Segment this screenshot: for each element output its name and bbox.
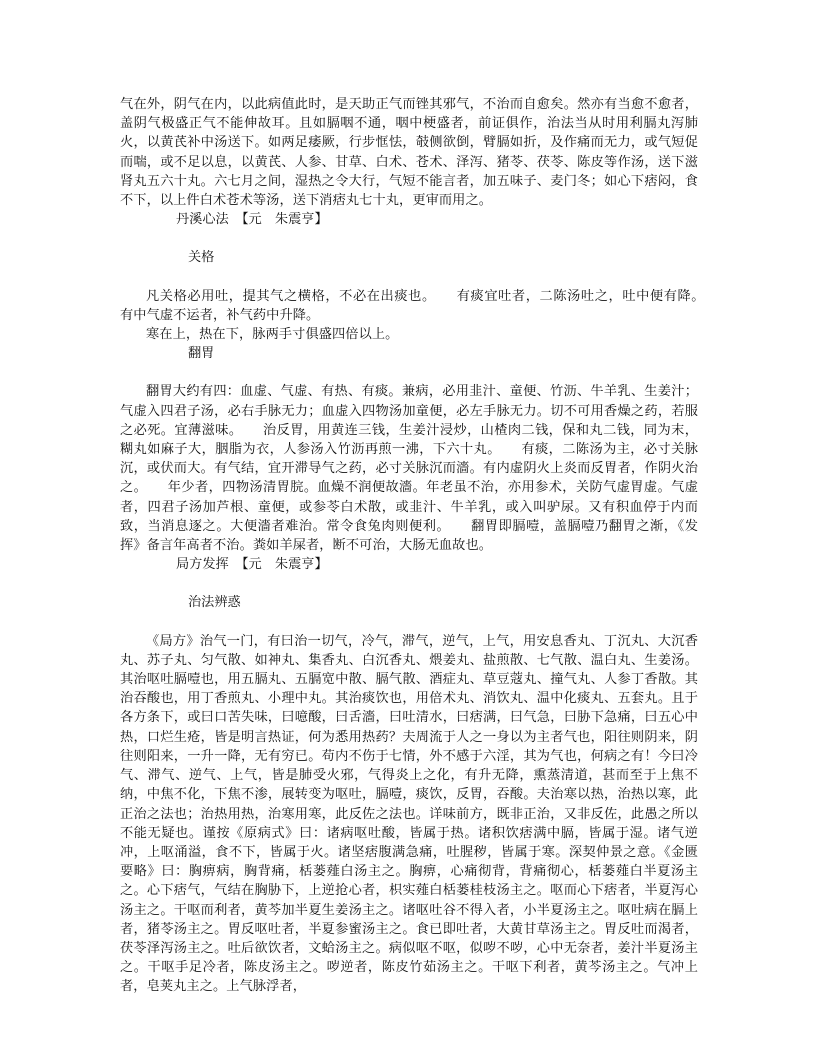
- section-heading-fanwei: 翻胃: [188, 346, 215, 362]
- body-paragraph: 《局方》治气一门，有曰治一切气，冷气，滞气，逆气，上气，用安息香丸、丁沉丸、大沉香丸、苏子丸、匀气散、如神丸、集香丸、白沉香丸、煨姜丸、盐煎散、七气散、温白丸、生姜汤。其治呕吐膈噎也，用五膈丸、五膈宽中散、膈气散、酒症丸、草豆蔻丸、撞气丸、人参丁香散。其治吞酸也，用丁香煎丸、小理中丸。其治痰饮也，用倍术丸、消饮丸、温中化痰丸、五套丸。且于各方条下，或曰口苦失味，曰噫酸，曰舌濇，曰吐清水，曰痞满，曰气急，曰胁下急痛，曰五心中热，口烂生疮，皆是明言热证，何为悉用热药？夫周流于人之一身以为主者气也，阳往则阴来，阴往则阳来，一升一降，无有穷已。苟内不伤于七情，外不感于六淫，其为气也，何病之有！今曰冷气、滞气、逆气、上气，皆是肺受火邪，气得炎上之化，有升无降，熏蒸清道，甚而至于上焦不纳，中焦不化，下焦不渗，展转变为呕吐，膈噎，痰饮，反胃，吞酸。夫治寒以热，治热以寒，此正治之法也；治热用热，治寒用寒，此反佐之法也。详味前方，既非正治，又非反佐，此愚之所以不能无疑也。谨按《原病式》曰：诸病呕吐酸，皆属于热。诸积饮痞满中膈，皆属于湿。诸气逆冲，上呕涌溢，食不下，皆属于火。诸坚痞腹满急痛，吐腥秽，皆属于寒。深契仲景之意。《金匮要略》曰：胸痹病，胸背痛，栝蒌薤白汤主之。胸痹，心痛彻背，背痛彻心，栝蒌薤白半夏汤主之。心下痞气，气结在胸胁下，上逆抢心者，枳实薤白栝蒌桂枝汤主之。呕而心下痞者，半夏泻心汤主之。干呕而利者，黄芩加半夏生姜汤主之。诸呕吐谷不得入者，小半夏汤主之。呕吐病在膈上者，猪苓汤主之。胃反呕吐者，半夏参蜜汤主之。食已即吐者，大黄甘草汤主之。胃反吐而渴者，茯苓泽泻汤主之。吐后欲饮者，文蛤汤主之。病似呕不呕，似哕不哕，心中无奈者，姜汁半夏汤主之。干呕手足冷者，陈皮汤主之。哕逆者，陈皮竹茹汤主之。干呕下利者，黄芩汤主之。气冲上者，皂荚丸主之。上气脉浮者，: [120, 633, 698, 995]
- document-page: [120, 95, 725, 997]
- body-paragraph: 翻胃大约有四：血虚、气虚、有热、有痰。兼病，必用韭汁、童便、竹沥、牛羊乳、生姜汁；气虚入四君子汤，必右手脉无力；血虚入四物汤加童便，必左手脉无力。切不可用香燥之药，若服之必死。宜薄滋味。 治反胃，用黄连三钱，生姜汁浸炒，山楂肉二钱，保和丸二钱，同为末，糊丸如麻子大，胭脂为衣，人参汤入竹沥再煎一沸，下六十丸。 有痰，二陈汤为主，必寸关脉沉，或伏而大。有气结，宜开滞导气之药，必寸关脉沉而濇。有内虚阴火上炎而反胃者，作阴火治之。 年少者，四物汤清胃脘。血燥不润便故濇。年老虽不治，亦用参术，关防气虚胃虚。气虚者，四君子汤加芦根、童便，或参苓白术散，或韭汁、牛羊乳，或入叫驴尿。又有积血停于内而致，当消息逐之。大便濇者难治。常令食兔肉则便利。 翻胃即膈噎，盖膈噎乃翻胃之渐，《发挥》备言年高者不治。粪如羊屎者，断不可治，大肠无血故也。: [120, 384, 698, 554]
- body-paragraph: 凡关格必用吐，提其气之横格，不必在出痰也。 有痰宜吐者，二陈汤吐之，吐中便有降。 有中气虚不运者，补气药中升降。: [120, 288, 725, 323]
- body-paragraph: 气在外，阴气在内，以此病值此时，是天助正气而锉其邪气，不治而自愈矣。然亦有当愈不愈者，盖阴气极盛正气不能伸故耳。且如膈咽不通，咽中梗盛者，前证俱作，治法当从时用利膈丸泻肺火，以黄芪补中汤送下。如两足痿厥，行步恇怯，攲侧欲倒，臂膈如折，及作痛而无力，或气短促而喘，或不足以息，以黄芪、人参、甘草、白术、苍术、泽泻、猪苓、茯苓、陈皮等作汤，送下滋肾丸五六十丸。六七月之间，湿热之令大行，气短不能言者，加五味子、麦门冬；如心下痞闷，食不下，以上件白术苍术等汤，送下消痞丸七十丸，更审而用之。: [120, 97, 698, 209]
- section-heading-zhifa: 治法辨惑: [188, 595, 241, 611]
- body-paragraph: 寒在上，热在下，脉两手寸俱盛四倍以上。: [146, 327, 399, 343]
- source-citation: 局方发挥 【元 朱震亨】: [176, 557, 328, 573]
- section-heading-guange: 关格: [188, 250, 215, 266]
- source-citation: 丹溪心法 【元 朱震亨】: [176, 212, 328, 228]
